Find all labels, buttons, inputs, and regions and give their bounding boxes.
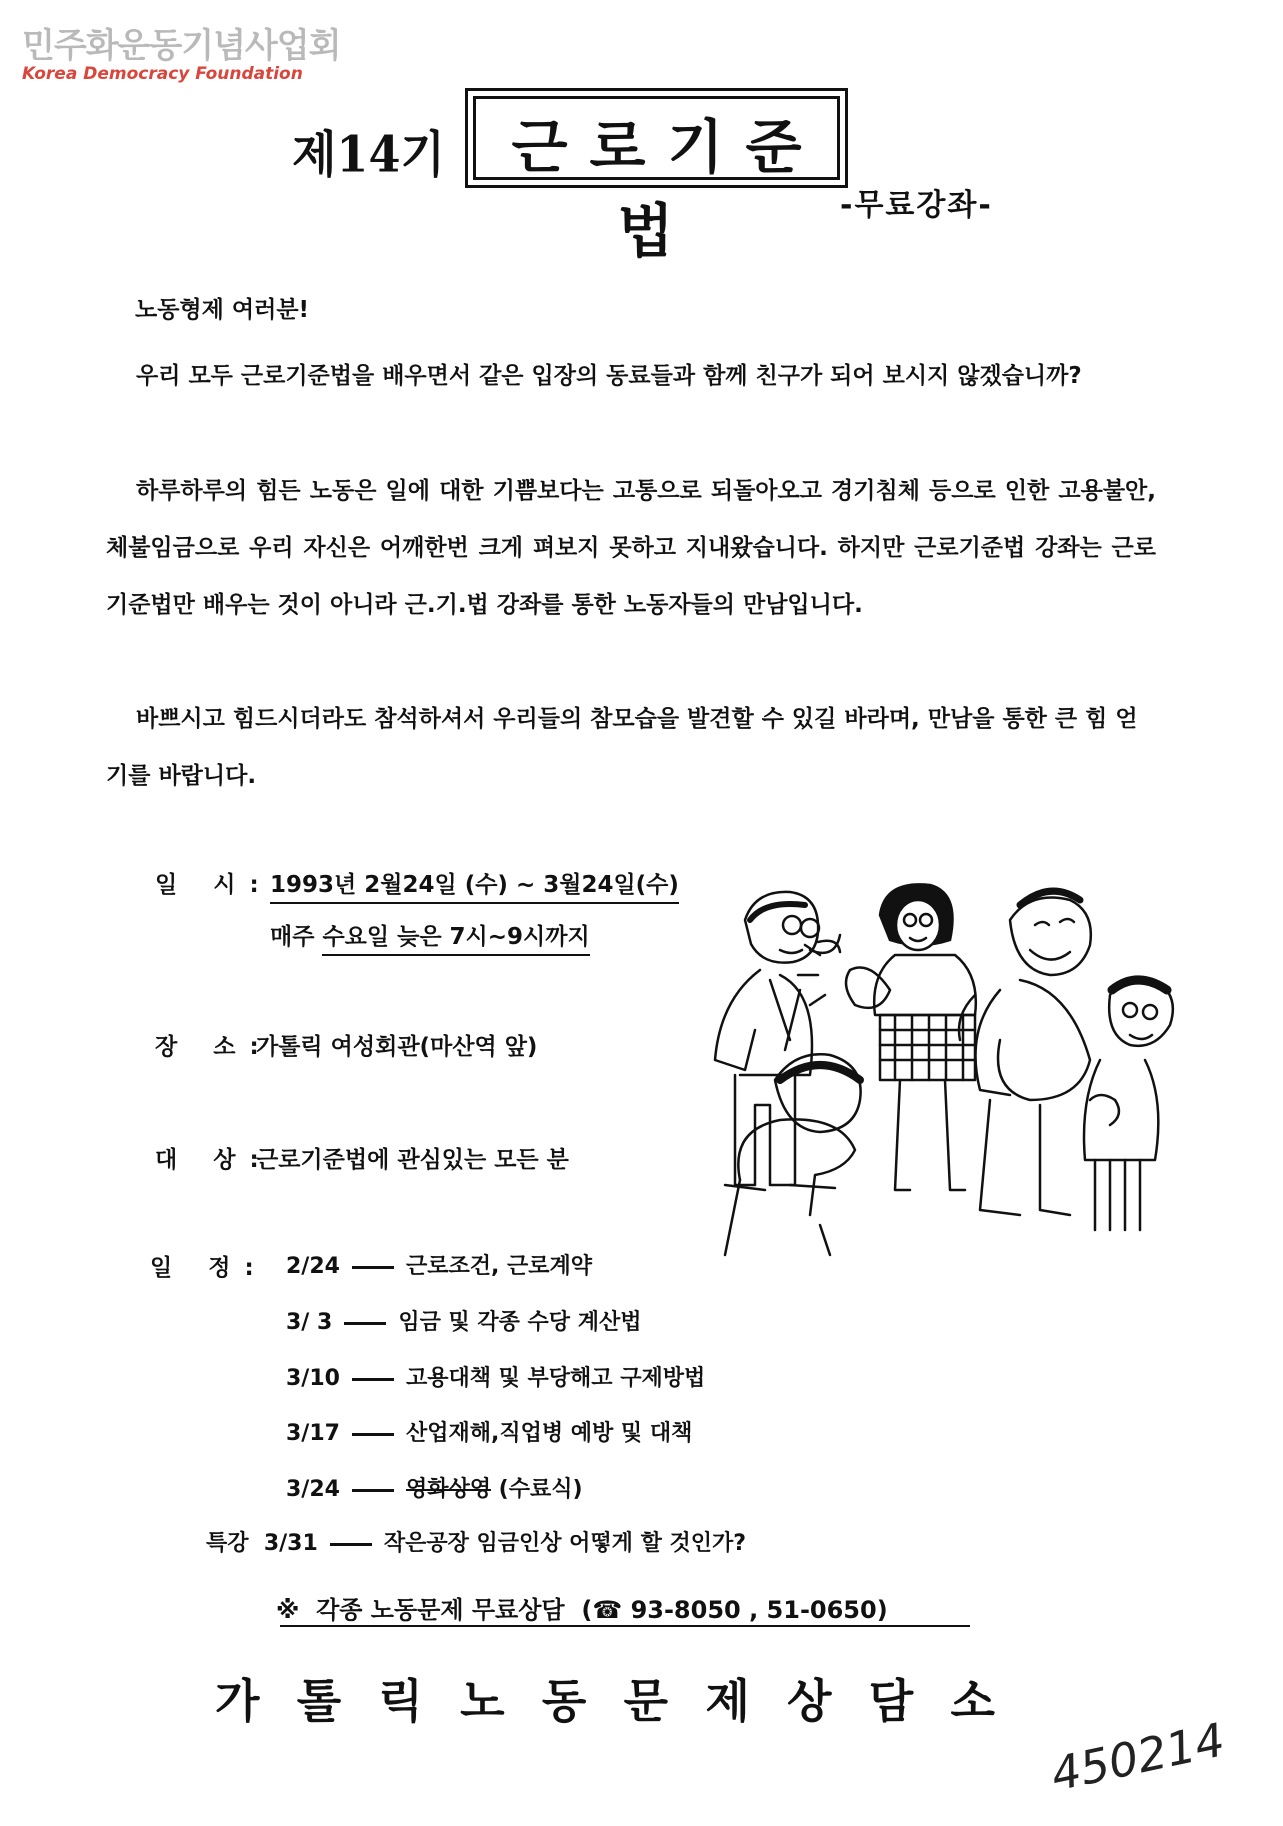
organization-name: 가 톨 릭 노 동 문 제 상 담 소 <box>215 1674 995 1728</box>
cartoon-man-left <box>715 892 840 1190</box>
watermark-english: Korea Democracy Foundation <box>22 64 303 84</box>
cartoon-girl <box>798 884 976 1190</box>
paragraph-3: 바쁘시고 힘드시더라도 참석하셔서 우리들의 참모습을 발견할 수 있길 바라며, 만남을 통한 큰 힘 얻기를 바랍니다. <box>106 706 1138 789</box>
schedule-item: 3/10 고용대책 및 부당해고 구제방법 <box>286 1366 706 1391</box>
schedule-item: 3/17 산업재해,직업병 예방 및 대책 <box>286 1421 693 1446</box>
page-title: 근로기준법 <box>511 113 824 265</box>
paragraph-1: 우리 모두 근로기준법을 배우면서 같은 입장의 동료들과 함께 친구가 되어 보시지 않겠습니까? <box>136 363 1082 389</box>
consult-underline <box>280 1625 970 1627</box>
schedule-label: 일 정: <box>150 1255 268 1281</box>
date-value: 1993년 2월24일 (수) ~ 3월24일(수) <box>270 866 679 899</box>
schedule-item: 3/ 3 임금 및 각종 수당 계산법 <box>286 1310 642 1335</box>
cartoon-boy <box>1084 977 1173 1230</box>
schedule-item: 2/24 근로조건, 근로계약 <box>286 1254 593 1279</box>
special-lecture: 특강 3/31 작은공장 임금인상 어떻게 할 것인가? <box>206 1531 746 1556</box>
workers-cartoon-illustration <box>700 880 1200 1260</box>
place-value: 가톨릭 여성회관(마산역 앞) <box>256 1034 538 1060</box>
date-label: 일 시: <box>155 872 273 898</box>
target-value: 근로기준법에 관심있는 모든 분 <box>256 1147 569 1173</box>
watermark-korean: 민주화운동기념사업회 <box>22 26 341 66</box>
term-label: 제14기 <box>292 125 445 184</box>
time-value: 매주 수요일 늦은 7시~9시까지 <box>270 918 590 951</box>
cartoon-man-bottom <box>725 1054 861 1255</box>
consult-line: ※ 각종 노동문제 무료상담 (☎ 93-8050 , 51-0650) <box>276 1596 888 1624</box>
greeting: 노동형제 여러분! <box>135 297 310 323</box>
cartoon-man-right <box>959 891 1091 1215</box>
target-label: 대 상: <box>155 1147 273 1173</box>
page-subtitle: -무료강좌- <box>840 188 993 223</box>
schedule-item: 3/24 영화상영 (수료식) <box>286 1477 583 1502</box>
handwritten-number: 450214 <box>1046 1712 1230 1802</box>
place-label: 장 소: <box>155 1034 273 1060</box>
paragraph-2: 하루하루의 힘든 노동은 일에 대한 기쁨보다는 고통으로 되돌아오고 경기침체 등으로 인한 고용불안,체불임금으로 우리 자신은 어깨한번 크게 펴보지 못하고 지내왔습니다. 하지만 근로기준법 강좌는 근로기준법만 배우는 것이 아니라 근.기.법 강좌를 통한 노동자들의 만남입니다. <box>106 478 1156 618</box>
